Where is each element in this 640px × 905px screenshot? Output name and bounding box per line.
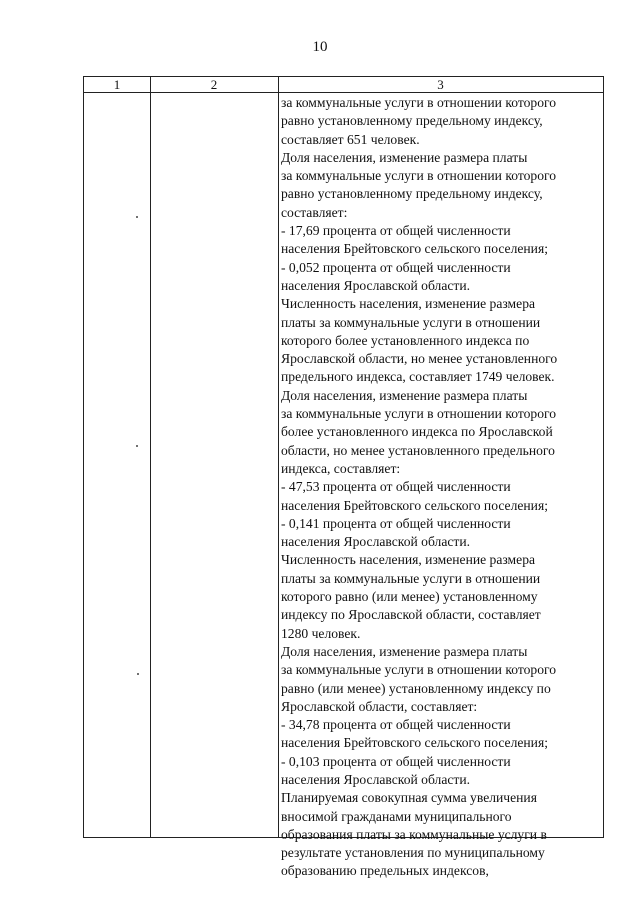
text-line: Ярославской области, составляет: xyxy=(281,698,478,714)
text-line: за коммунальные услуги в отношении которого xyxy=(281,406,557,422)
text-line: составляет: xyxy=(281,204,348,220)
text-line: образования платы за коммунальные услуги в xyxy=(281,826,547,842)
page-number: 10 xyxy=(312,39,328,55)
column-header-3: 3 xyxy=(437,77,444,92)
text-line: населения Брейтовского сельского поселения; xyxy=(281,735,548,751)
text-line: платы за коммунальные услуги в отношении xyxy=(281,314,541,330)
text-line: за коммунальные услуги в отношении которого xyxy=(281,168,557,184)
scan-speck xyxy=(136,216,138,218)
text-line: населения Ярославской области. xyxy=(281,771,471,787)
text-line: индексу по Ярославской области, составляет xyxy=(281,607,541,623)
text-line: - 17,69 процента от общей численности xyxy=(281,223,511,239)
column-header-2: 2 xyxy=(210,77,218,92)
text-line: за коммунальные услуги в отношении которого xyxy=(281,95,557,110)
text-line: - 47,53 процента от общей численности xyxy=(281,479,511,495)
text-line: образованию предельных индексов, xyxy=(281,863,489,879)
header-divider xyxy=(84,92,603,93)
text-line: 1280 человек. xyxy=(281,625,361,641)
text-line: платы за коммунальные услуги в отношении xyxy=(281,570,541,586)
text-line: более установленного индекса по Ярославской xyxy=(281,424,553,440)
text-line: индекса, составляет: xyxy=(281,460,401,476)
text-line: населения Брейтовского сельского поселения; xyxy=(281,497,548,513)
text-line: за коммунальные услуги в отношении которого xyxy=(281,662,557,678)
scan-speck xyxy=(136,445,138,447)
text-line: равно (или менее) установленному индексу по xyxy=(281,680,551,696)
text-line: Доля населения, изменение размера платы xyxy=(281,643,528,659)
text-line: Доля населения, изменение размера платы xyxy=(281,149,528,165)
text-line: равно установленному предельному индексу, xyxy=(281,186,543,202)
text-line: которого более установленного индекса по xyxy=(281,332,530,348)
text-line: - 0,103 процента от общей численности xyxy=(281,753,511,769)
text-line: - 0,141 процента от общей численности xyxy=(281,515,511,531)
text-line: населения Ярославской области. xyxy=(281,534,471,550)
scan-speck xyxy=(137,673,139,675)
text-line: - 0,052 процента от общей численности xyxy=(281,259,511,275)
column-divider-2 xyxy=(278,77,279,837)
text-line: равно установленному предельному индексу, xyxy=(281,113,543,129)
text-line: населения Брейтовского сельского поселения; xyxy=(281,241,548,257)
text-line: Численность населения, изменение размера xyxy=(281,296,536,312)
text-line: вносимой гражданами муниципального xyxy=(281,808,512,824)
column-3-text xyxy=(281,94,603,881)
text-line: - 34,78 процента от общей численности xyxy=(281,717,511,733)
text-line: результате установления по муниципальному xyxy=(281,845,545,861)
text-line: которого равно (или менее) установленному xyxy=(281,589,538,605)
text-line: Планируемая совокупная сумма увеличения xyxy=(281,790,537,806)
column-header-1: 1 xyxy=(113,77,121,92)
text-line: Ярославской области, но менее установленного xyxy=(281,351,558,367)
text-line: предельного индекса, составляет 1749 человек. xyxy=(281,369,555,385)
text-line: населения Ярославской области. xyxy=(281,277,471,293)
text-line: области, но менее установленного предельного xyxy=(281,442,555,458)
text-line: Численность населения, изменение размера xyxy=(281,552,536,568)
text-line: составляет 651 человек. xyxy=(281,131,420,147)
text-line: Доля населения, изменение размера платы xyxy=(281,387,528,403)
column-divider-1 xyxy=(150,77,151,837)
document-table xyxy=(83,76,604,879)
